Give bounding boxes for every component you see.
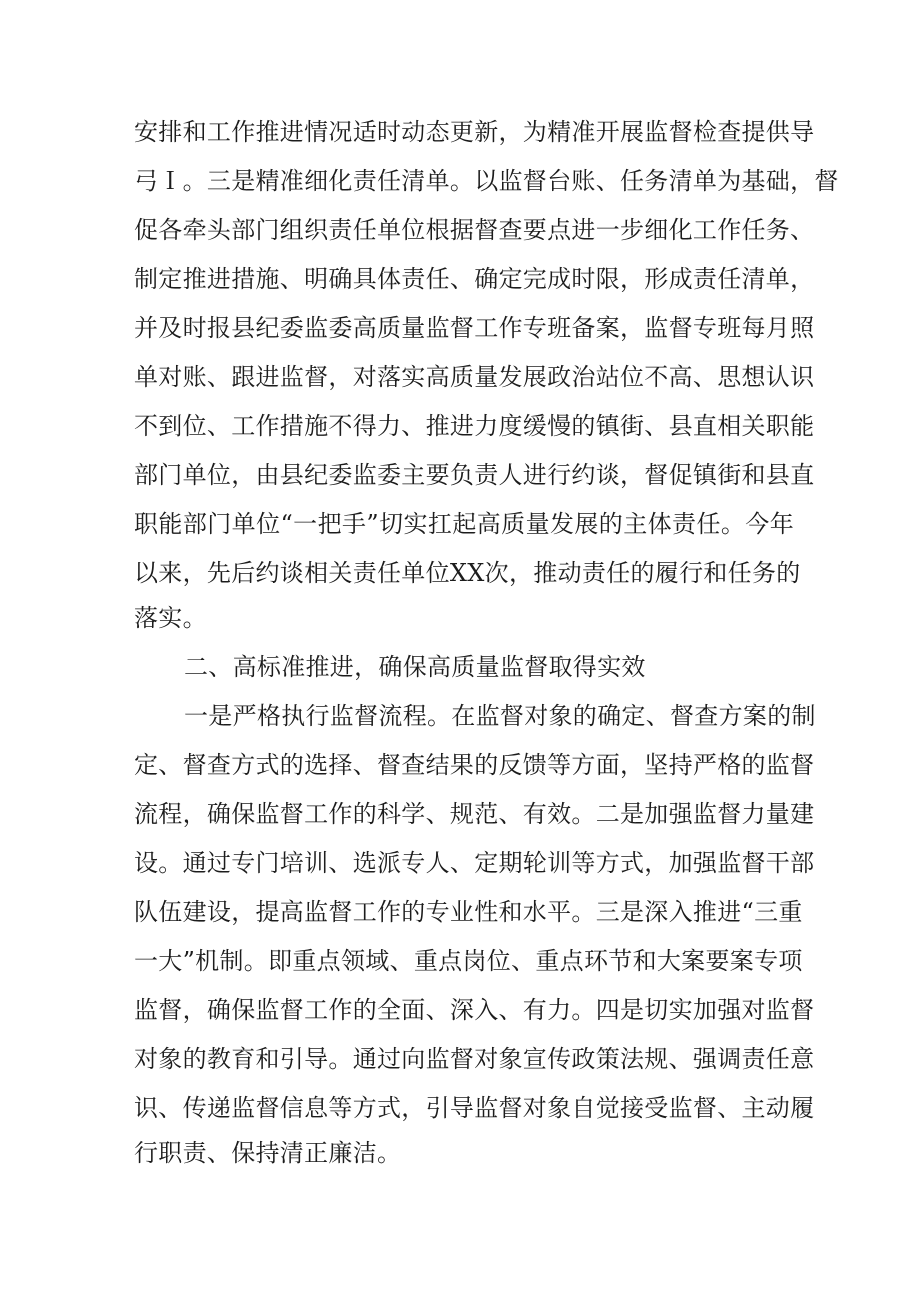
- text-line: 促各牵头部门组织责任单位根据督查要点进一步细化工作任务、: [134, 216, 815, 244]
- section-heading: 二、高标准推进，确保高质量监督取得实效: [184, 653, 646, 681]
- text-line: 弓Ｉ。三是精准细化责任清单。以监督台账、任务清单为基础，督: [134, 167, 839, 195]
- text-line: 职能部门单位“一把手”切实扛起高质量发展的主体责任。今年: [134, 510, 794, 538]
- text-line: 以来，先后约谈相关责任单位XX次，推动责任的履行和任务的: [134, 559, 801, 587]
- text-line: 行职责、保持清正廉洁。: [134, 1139, 402, 1167]
- text-line: 并及时报县纪委监委高质量监督工作专班备案，监督专班每月照: [134, 314, 815, 342]
- text-line: 监督，确保监督工作的全面、深入、有力。四是切实加强对监督: [134, 996, 815, 1024]
- text-line: 不到位、工作措施不得力、推进力度缓慢的镇街、县直相关职能: [134, 412, 815, 440]
- text-line: 一是严格执行监督流程。在监督对象的确定、督查方案的制: [184, 702, 816, 730]
- text-line: 制定推进措施、明确具体责任、确定完成时限，形成责任清单，: [134, 265, 815, 293]
- text-line: 落实。: [134, 604, 207, 632]
- text-line: 队伍建设，提高监督工作的专业性和水平。三是深入推进“三重: [134, 898, 803, 926]
- text-line: 定、督查方式的选择、督查结果的反馈等方面，坚持严格的监督: [134, 751, 815, 779]
- text-line: 对象的教育和引导。通过向监督对象宣传政策法规、强调责任意: [134, 1045, 815, 1073]
- text-line: 部门单位，由县纪委监委主要负责人进行约谈，督促镇街和县直: [134, 461, 815, 489]
- text-line: 单对账、跟进监督，对落实高质量发展政治站位不高、思想认识: [134, 363, 815, 391]
- text-line: 安排和工作推进情况适时动态更新，为精准开展监督检查提供导: [134, 118, 815, 146]
- text-line: 识、传递监督信息等方式，引导监督对象自觉接受监督、主动履: [134, 1094, 815, 1122]
- text-line: 一大”机制。即重点领域、重点岗位、重点环节和大案要案专项: [134, 947, 803, 975]
- text-line: 流程，确保监督工作的科学、规范、有效。二是加强监督力量建: [134, 800, 815, 828]
- text-line: 设。通过专门培训、选派专人、定期轮训等方式，加强监督干部: [134, 849, 815, 877]
